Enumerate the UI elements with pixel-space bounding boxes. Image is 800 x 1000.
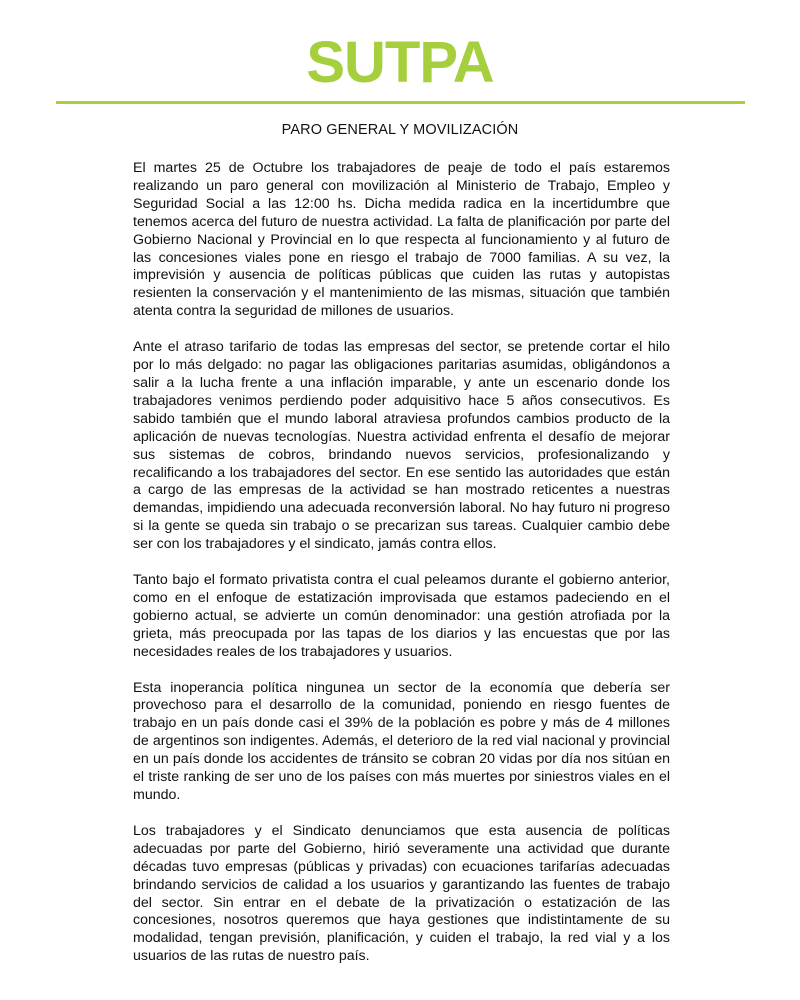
paragraph-3: Tanto bajo el formato privatista contra el cual peleamos durante el gobierno anterior, como en el enfoque de estatización improvisada que estamos padeciendo en el gobierno actual, se advierte un común denominador: una gestión atrofiada por la grieta, más preocupada por las tapas de los diarios y las encuestas que por las necesidades reales de los trabajadores y usuarios. [133, 572, 670, 660]
logo-text: SUTPA [306, 34, 494, 90]
paragraph-2: Ante el atraso tarifario de todas las empresas del sector, se pretende cortar el hilo por lo más delgado: no pagar las obligaciones paritarias asumidas, obligándonos a salir a la lucha frente a una inflación imparable, y ante un escenario donde los trabajadores venimos perdiendo poder adquisitivo hace 5 años consecutivos. Es sabido también que el mundo laboral atraviesa profundos cambios producto de la aplicación de nuevas tecnologías. Nuestra actividad enfrenta el desafío de mejorar sus sistemas de cobros, brindando nuevos servicios, profesionalizando y recalificando a los trabajadores del sector. En ese sentido las autoridades que están a cargo de las empresas de la actividad se han mostrado reticentes a nuestras demandas, impidiendo una adecuada reconversión laboral. No hay futuro ni progreso si la gente se queda sin trabajo o se precarizan sus tareas. Cualquier cambio debe ser con los trabajadores y el sindicato, jamás contra ellos. [133, 339, 670, 553]
paragraph-1: El martes 25 de Octubre los trabajadores de peaje de todo el país estaremos realizando un paro general con movilización al Ministerio de Trabajo, Empleo y Seguridad Social a las 12:00 hs. Dicha medida radica en la incertidumbre que tenemos acerca del futuro de nuestra actividad. La falta de planificación por parte del Gobierno Nacional y Provincial en lo que respecta al funcionamiento y al futuro de las concesiones viales pone en riesgo el trabajo de 7000 familias. A su vez, la imprevisión y ausencia de políticas públicas que cuiden las rutas y autopistas resienten la conservación y el mantenimiento de las mismas, situación que también atenta contra la seguridad de millones de usuarios. [133, 160, 670, 320]
document-body [133, 160, 670, 984]
paragraph-4: Esta inoperancia política ningunea un sector de la economía que debería ser provechoso para el desarrollo de la comunidad, poniendo en riesgo fuentes de trabajo en un país donde casi el 39% de la población es pobre y más de 4 millones de argentinos son indigentes. Además, el deterioro de la red vial nacional y provincial en un país donde los accidentes de tránsito se cobran 20 vidas por día nos sitúan en el triste ranking de ser uno de los países con más muertes por siniestros viales en el mundo. [133, 679, 670, 803]
sutpa-logo [0, 34, 800, 95]
header-divider [56, 101, 745, 104]
paragraph-5: Los trabajadores y el Sindicato denunciamos que esta ausencia de políticas adecuadas por parte del Gobierno, hirió severamente una actividad que durante décadas tuvo empresas (públicas y privadas) con ecuaciones tarifarías adecuadas brindando servicios de calidad a los usuarios y garantizando las fuentes de trabajo del sector. Sin entrar en el debate de la privatización o estatización de las concesiones, nosotros queremos que haya gestiones que indistintamente de su modalidad, tengan previsión, planificación, y cuiden el trabajo, la red vial y a los usuarios de las rutas de nuestro país. [133, 822, 670, 965]
document-title: PARO GENERAL Y MOVILIZACIÓN [281, 122, 519, 138]
sutpa-logo-mark [305, 34, 495, 90]
